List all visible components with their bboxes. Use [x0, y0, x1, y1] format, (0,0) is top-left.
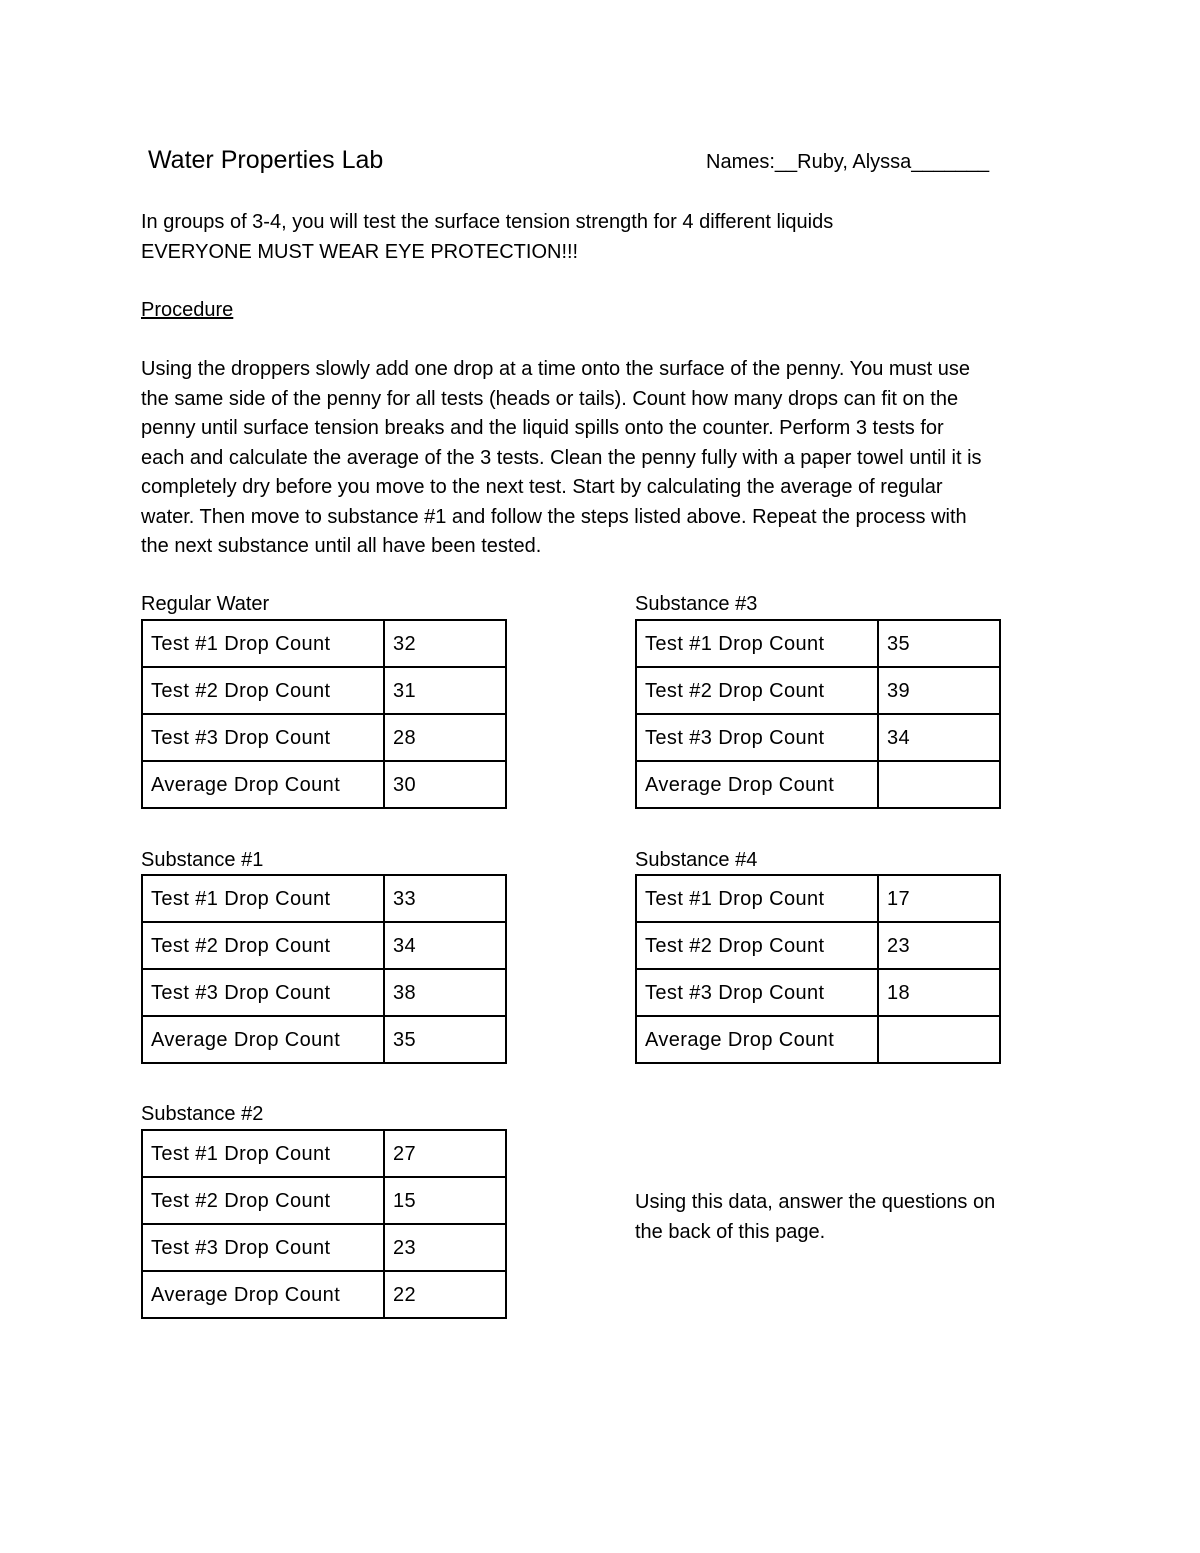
intro-text: [141, 208, 833, 267]
row-label: Test #2 Drop Count: [142, 1177, 384, 1224]
substance2-label: Substance #2: [141, 1103, 264, 1125]
substance1-table: [141, 874, 507, 1064]
row-label: Test #3 Drop Count: [142, 969, 384, 1016]
row-value: [878, 1016, 1000, 1063]
substance3-label: Substance #3: [635, 593, 758, 615]
row-value: 17: [878, 875, 1000, 922]
table-row: [142, 667, 506, 714]
table-row: [142, 1271, 506, 1318]
procedure-line: water. Then move to substance #1 and follow the steps listed above. Repeat the process with: [141, 505, 967, 528]
procedure-line: the same side of the penny for all tests (heads or tails). Count how many drops can fit on the: [141, 387, 959, 410]
row-value: 32: [384, 620, 506, 667]
table-row: [142, 1016, 506, 1063]
row-value: 33: [384, 875, 506, 922]
instruction-note: [635, 1187, 995, 1247]
row-label: Average Drop Count: [142, 1016, 384, 1063]
intro-line: In groups of 3-4, you will test the surface tension strength for 4 different liquids: [141, 211, 834, 233]
table-row: [636, 969, 1000, 1016]
row-value: 22: [384, 1271, 506, 1318]
table-row: [142, 620, 506, 667]
row-label: Test #2 Drop Count: [636, 667, 878, 714]
row-value: 31: [384, 667, 506, 714]
substance4-table: [635, 874, 1001, 1064]
table-row: [142, 714, 506, 761]
procedure-line: Using the droppers slowly add one drop at a time onto the surface of the penny. You must use: [141, 358, 971, 380]
table-row: [142, 875, 506, 922]
table-row: [636, 922, 1000, 969]
regular-water-table: [141, 619, 507, 809]
table-row: [142, 1130, 506, 1177]
row-label: Average Drop Count: [142, 761, 384, 808]
procedure-line: each and calculate the average of the 3 tests. Clean the penny fully with a paper towel until it is: [141, 446, 982, 469]
procedure-heading: Procedure: [141, 299, 234, 321]
row-label: Test #3 Drop Count: [636, 714, 878, 761]
table-row: [142, 1224, 506, 1271]
row-value: 27: [384, 1130, 506, 1177]
page-title: Water Properties Lab: [148, 146, 384, 174]
row-label: Test #1 Drop Count: [636, 620, 878, 667]
procedure-line: completely dry before you move to the next test. Start by calculating the average of regular: [141, 476, 943, 498]
substance4-label: Substance #4: [635, 849, 758, 871]
table-row: [636, 714, 1000, 761]
procedure-text: [141, 355, 982, 562]
row-label: Average Drop Count: [142, 1271, 384, 1318]
row-value: 35: [384, 1016, 506, 1063]
note-line: the back of this page.: [635, 1221, 826, 1243]
warning-line: EVERYONE MUST WEAR EYE PROTECTION!!!: [141, 240, 579, 263]
substance2-table: [141, 1129, 507, 1319]
row-value: 18: [878, 969, 1000, 1016]
names-field: Names:__Ruby, Alyssa_______: [706, 151, 990, 173]
row-value: 30: [384, 761, 506, 808]
table-row: [142, 761, 506, 808]
procedure-line: the next substance until all have been tested.: [141, 535, 542, 557]
table-row: [636, 1016, 1000, 1063]
row-label: Test #3 Drop Count: [142, 1224, 384, 1271]
row-label: Test #3 Drop Count: [142, 714, 384, 761]
row-value: 39: [878, 667, 1000, 714]
row-label: Test #2 Drop Count: [142, 922, 384, 969]
row-value: [878, 761, 1000, 808]
row-value: 34: [878, 714, 1000, 761]
row-value: 23: [878, 922, 1000, 969]
row-label: Average Drop Count: [636, 761, 878, 808]
substance3-table: [635, 619, 1001, 809]
substance1-label: Substance #1: [141, 849, 264, 871]
table-row: [636, 875, 1000, 922]
row-value: 15: [384, 1177, 506, 1224]
table-row: [142, 969, 506, 1016]
row-value: 35: [878, 620, 1000, 667]
row-value: 34: [384, 922, 506, 969]
row-label: Test #3 Drop Count: [636, 969, 878, 1016]
row-value: 38: [384, 969, 506, 1016]
table-row: [142, 922, 506, 969]
table-row: [636, 620, 1000, 667]
row-label: Test #1 Drop Count: [636, 875, 878, 922]
row-label: Test #2 Drop Count: [636, 922, 878, 969]
row-label: Test #2 Drop Count: [142, 667, 384, 714]
regular-water-label: Regular Water: [141, 593, 270, 615]
table-row: [636, 761, 1000, 808]
row-label: Test #1 Drop Count: [142, 1130, 384, 1177]
row-value: 28: [384, 714, 506, 761]
procedure-line: penny until surface tension breaks and the liquid spills onto the counter. Perform 3 tests for: [141, 417, 944, 439]
row-label: Average Drop Count: [636, 1016, 878, 1063]
row-label: Test #1 Drop Count: [142, 875, 384, 922]
row-label: Test #1 Drop Count: [142, 620, 384, 667]
table-row: [636, 667, 1000, 714]
row-value: 23: [384, 1224, 506, 1271]
note-line: Using this data, answer the questions on: [635, 1191, 996, 1213]
table-row: [142, 1177, 506, 1224]
